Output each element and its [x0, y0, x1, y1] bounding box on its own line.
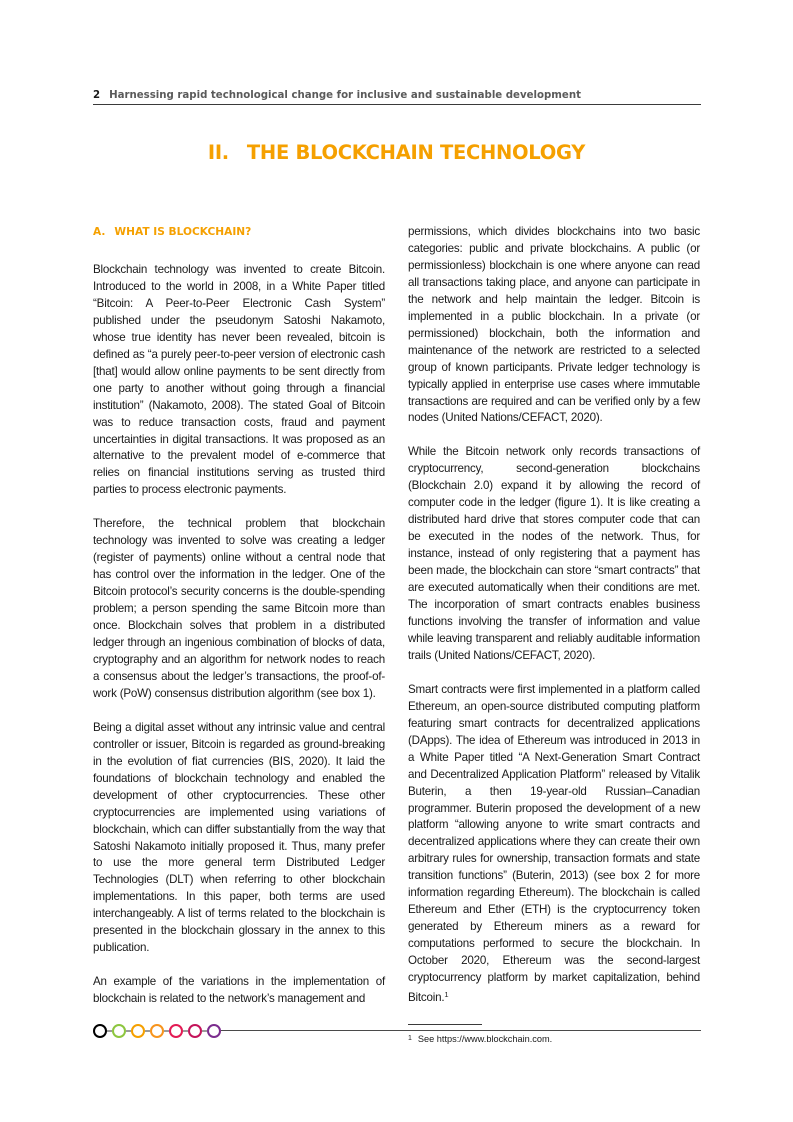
chapter-title — [0, 141, 793, 164]
footer-circle-icon — [93, 1024, 107, 1038]
footnote-divider — [408, 1024, 482, 1025]
paragraph: permissions, which divides blockchains into two basic categories: public and private blockchains. A public (or permissionless) blockchain is one where anyone can read all transactions taking place, and anyone can participate in the network and help maintain the ledger. Bitcoin is implemented in a public blockchain. In a private (or permissioned) blockchain, both the information and maintenance of the network are restricted to a selected group of known participants. Private ledger technology is typically applied in enterprise use cases where immutable transactions are required and can be verified only by a few nodes (United Nations/CEFACT, 2020). — [408, 225, 700, 425]
footer-divider — [221, 1030, 701, 1031]
right-column — [408, 226, 700, 1045]
section-letter: A. — [93, 226, 106, 238]
footer-circle-icon — [150, 1024, 164, 1038]
chapter-title-text: THE BLOCKCHAIN TECHNOLOGY — [246, 141, 586, 164]
paragraph: An example of the variations in the implementation of blockchain is related to the network’s management and — [93, 975, 385, 1006]
footer-circle-icon — [112, 1024, 126, 1038]
footer-circle-icon — [169, 1024, 183, 1038]
footnote — [408, 1033, 700, 1045]
section-title: WHAT IS BLOCKCHAIN? — [114, 226, 252, 238]
running-header — [93, 90, 701, 101]
footnote-reference[interactable]: 1 — [444, 989, 449, 999]
running-title: Harnessing rapid technological change for inclusive and sustainable development — [109, 90, 581, 101]
footer-circle-icon — [207, 1024, 221, 1038]
footer-circle-icon — [188, 1024, 202, 1038]
paragraph: While the Bitcoin network only records transactions of cryptocurrency, second-generation blockchains (Blockchain 2.0) expand it by allowing the record of computer code in the ledger (figure 1). It is like creating a distributed hard drive that stores computer code that can be executed in the nodes of the network. Thus, for instance, instead of only registering that a payment has been made, the blockchain can store “smart contracts” that are executed automatically when their conditions are met. The incorporation of smart contracts enables business functions involving the transfer of information and value while leaving transparent and reliably auditable information trails (United Nations/CEFACT, 2020). — [408, 445, 700, 662]
paragraph: Blockchain technology was invented to create Bitcoin. Introduced to the world in 2008, in a White Paper titled “Bitcoin: A Peer-to-Peer Electronic Cash System” published under the pseudonym Satoshi Nakamoto, whose true identity has never been revealed, bitcoin is defined as “a purely peer-to-peer version of electronic cash [that] would allow online payments to be sent directly from one party to another without going through a financial institution” (Nakamoto, 2008). The stated Goal of Bitcoin was to reduce transaction costs, fraud and payment uncertainties in digital transactions. It was proposed as an alternative to the prevalent model of e-commerce that relies on financial institutions serving as trusted third parties to process electronic payments. — [93, 263, 385, 497]
chapter-number: II. — [207, 141, 229, 164]
paragraph: Being a digital asset without any intrinsic value and central controller or issuer, Bitcoin is regarded as ground-breaking in the evolution of fiat currencies (BIS, 2020). It laid the foundations of blockchain technology and enabled the development of other cryptocurrencies. These other cryptocurrencies are implemented using variations of blockchain, which can differ substantially from the way that Satoshi Nakamoto initially proposed it. Thus, many prefer to use the more general term Distributed Ledger Technologies (DLT) when referring to other blockchain implementations. In this paper, both terms are used interchangeably. A list of terms related to the blockchain is presented in the blockchain glossary in the annex to this publication. — [93, 720, 385, 955]
footnote-text: See https://www.blockchain.com. — [417, 1033, 553, 1044]
paragraph — [408, 682, 700, 1007]
paragraph-text: Smart contracts were first implemented in a platform called Ethereum, an open-source distributed computing platform featuring smart contracts for decentralized applications (DApps). The idea of Ethereum was introduced in 2013 in a White Paper titled “A Next-Generation Smart Contract and Decentralized Application Platform” released by Vitalik Buterin, a then 19-year-old Russian–Canadian programmer. Buterin proposed the development of a new platform “allowing anyone to write smart contracts and decentralized applications where they can create their own arbitrary rules for ownership, transaction formats and state transition functions” (Buterin, 2013) (see box 2 for more information regarding Ethereum). The blockchain is called Ethereum and Ether (ETH) is the cryptocurrency token generated by Ethereum miners as a reward for computations performed to secure the blockchain. In October 2020, Ethereum was the second-largest cryptocurrency platform by market capitalization, behind Bitcoin. — [408, 682, 700, 1004]
header-divider — [93, 104, 701, 105]
page-number: 2 — [93, 90, 101, 101]
footer-circle-icon — [131, 1024, 145, 1038]
section-heading — [93, 226, 385, 238]
footer-decoration — [93, 1024, 221, 1038]
paragraph: Therefore, the technical problem that blockchain technology was invented to solve was creating a ledger (register of payments) online without a central node that has control over the information in the ledger. One of the Bitcoin protocol’s security concerns is the double-spending problem; a person spending the same Bitcoin more than once. Blockchain solves that problem in a distributed ledger through an ingenious combination of blocks of data, cryptography and an algorithm for network nodes to reach a consensus about the ledger’s transactions, the proof-of-work (PoW) consensus distribution algorithm (see box 1). — [93, 517, 385, 700]
footnote-mark: 1 — [408, 1034, 412, 1042]
left-column — [93, 226, 385, 1025]
